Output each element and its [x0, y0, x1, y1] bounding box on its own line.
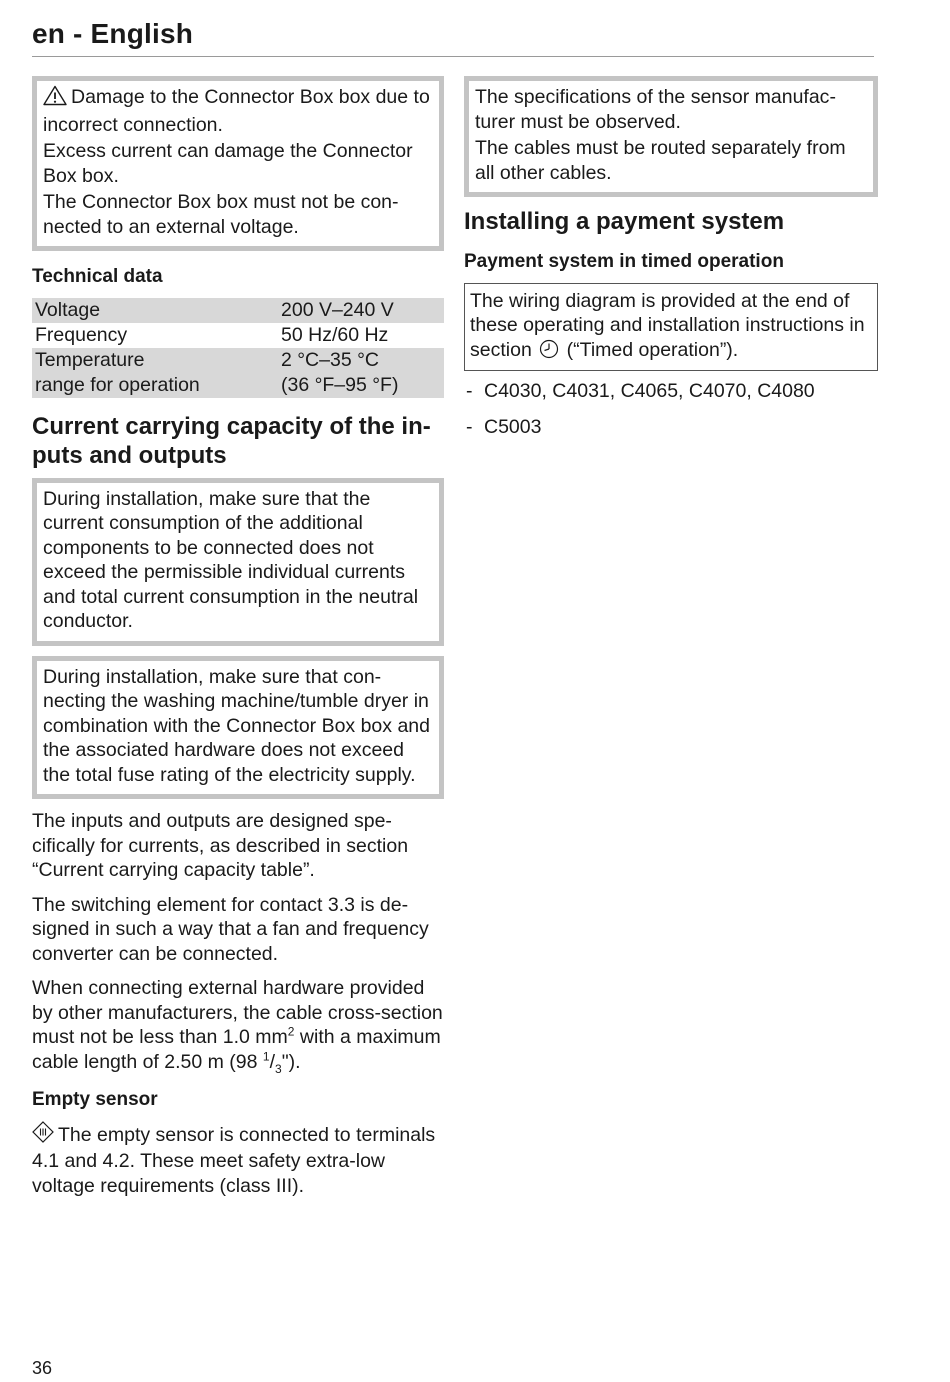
technical-data-heading: Technical data [32, 266, 163, 287]
table-row [32, 323, 444, 348]
capacity-paragraph-3: When connecting external hardware provided by other manufacturers, the cable cross-section must not be less than 1.0 $mm^2$ with a maximum cable length of 2.50 m (98 $^1/_3$"). [32, 977, 443, 1076]
table-cell-label: Frequency [35, 323, 128, 346]
right-column [464, 76, 878, 450]
left-column [32, 76, 444, 1208]
table-cell-value: 200 V–240 V [278, 298, 444, 323]
table-cell-label: Temperature [32, 348, 278, 373]
warning-triangle-icon [43, 85, 67, 113]
list-item: - C4030, C4031, C4065, C4070, C4080 [466, 380, 815, 402]
page-number: 36 [32, 1358, 53, 1378]
capacity-paragraph-2: The switching element for contact 3.3 is designed in such a way that a fan and frequency converter can be connected. [32, 893, 429, 965]
clock-icon [539, 339, 559, 366]
capacity-heading: Current carrying capacity of the inputs and outputs [32, 412, 431, 469]
protection-class-iii-icon [32, 1121, 54, 1150]
installation-note-box-2 [32, 656, 444, 800]
table-cell-label: Voltage [32, 298, 278, 323]
wiring-diagram-note [464, 283, 878, 372]
capacity-paragraph-1: The inputs and outputs are designed specifically for currents, as described in section “Current carrying capacity table”. [32, 810, 409, 881]
sensor-spec-line-2: The cables must be routed separately from all other cables. [475, 137, 846, 184]
table-cell-value: 2 °C–35 °C [278, 348, 444, 373]
table-cell-label: range for operation [32, 373, 278, 398]
page-header [32, 18, 874, 57]
table-row [32, 298, 444, 323]
page-title: en - English [32, 18, 194, 49]
model-list [464, 379, 878, 439]
table-row [32, 373, 444, 398]
list-item: - C5003 [466, 415, 542, 438]
warning-box [32, 76, 444, 251]
timed-operation-heading: Payment system in timed operation [464, 251, 784, 272]
empty-sensor-text: The empty sensor is connected to terminals 4.1 and 4.2. These meet safety extra-low voltage requirements (class III). [32, 1121, 444, 1199]
wiring-diagram-text: The wiring diagram is provided at the end of these operating and installation instructions in section (“Timed operation”). [470, 289, 871, 366]
empty-sensor-heading: Empty sensor [32, 1089, 158, 1110]
table-row [32, 348, 444, 373]
sensor-spec-box [464, 76, 878, 197]
warning-line-1: Damage to the Connector Box box due to incorrect connection. [43, 86, 430, 136]
table-cell-value: (36 °F–95 °F) [278, 373, 444, 398]
table-cell-value: 50 Hz/60 Hz [281, 323, 389, 346]
sensor-spec-line-1: The specifications of the sensor manufacturer must be observed. [475, 86, 836, 133]
installation-note-1: During installation, make sure that the current consumption of the additional components to be connected does not exceed the permissible individual currents and total current consumption in the neutral conductor. [43, 487, 419, 632]
installation-note-2: During installation, make sure that connecting the washing machine/tumble dryer in combination with the Connector Box box and the associated hardware does not exceed the total fuse rating of the electricity supply. [43, 665, 430, 786]
warning-line-2: Excess current can damage the Connector Box box. [43, 140, 413, 187]
payment-system-heading: Installing a payment system [464, 208, 785, 235]
installation-note-box-1 [32, 478, 444, 646]
warning-line-3: The Connector Box box must not be connected to an external voltage. [43, 191, 399, 238]
technical-data-table [32, 298, 444, 398]
